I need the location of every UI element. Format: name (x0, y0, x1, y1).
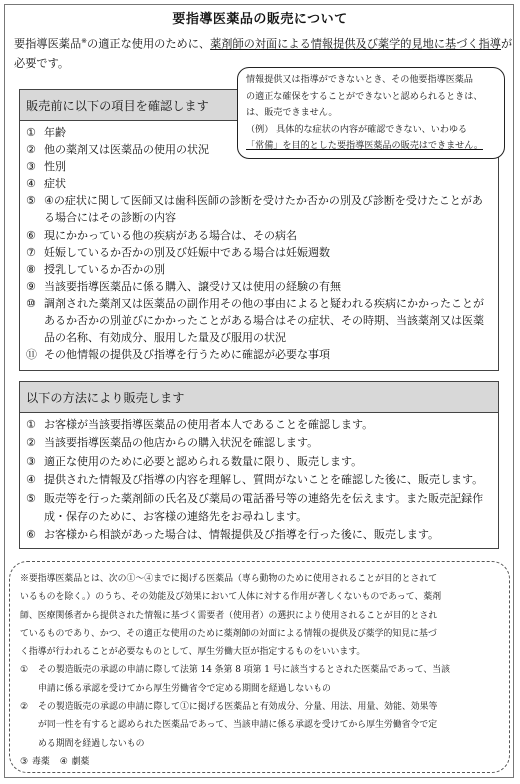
definition-text (20, 570, 499, 661)
method-item-number: ① (26, 418, 36, 431)
check-item-number: ⑦ (26, 245, 36, 259)
definition-item-text (38, 698, 499, 753)
page-title: 要指導医薬品の販売について (172, 12, 348, 27)
method-item (26, 453, 492, 471)
definition-item-number: ① (20, 665, 28, 676)
definition-tail-item: 毒薬 (31, 756, 50, 767)
check-item (26, 244, 492, 261)
definition-item (20, 661, 499, 698)
callout-line-5: 「常備」を目的とした要指導医薬品の販売はできません。 (246, 141, 483, 151)
check-item-text: ④の症状に関して医師又は歯科医師の診断を受けたか否かの別及び診断を受けたことがある場合にはその診断の内容 (44, 194, 483, 225)
definition-tail (20, 753, 499, 771)
check-item (26, 175, 492, 192)
definition-item-line: その製造販売の承認の申請に際して①に掲げる医薬品と有効成分、分量、用法、用量、効能、効果等 (38, 702, 438, 713)
definition-items (20, 661, 499, 752)
check-item-number: ② (26, 143, 36, 157)
method-item (26, 416, 492, 434)
sales-method-list (20, 413, 498, 545)
method-item-text: 提供された情報及び指導の内容を理解し、質問がないことを確認した後に、販売します。 (44, 473, 484, 487)
definition-tail-item: 劇薬 (71, 756, 90, 767)
callout-line-3: は、販売できません。 (246, 108, 338, 118)
callout-note (237, 67, 505, 159)
method-item (26, 471, 492, 489)
method-item-number: ⑤ (26, 491, 36, 505)
intro-mark: ※ (81, 37, 88, 45)
definition-item-line: める期間を経過しないもの (38, 738, 145, 749)
method-item-text: お客様から相談があった場合は、情報提供及び指導を行った後に、販売します。 (44, 528, 440, 542)
method-item-text: お客様が当該要指導医薬品の使用者本人であることを確認します。 (44, 418, 374, 431)
check-item (26, 261, 492, 278)
check-item (26, 158, 492, 175)
callout-line-1: 情報提供又は指導ができないとき、その他要指導医薬品 (246, 75, 473, 85)
method-item-number: ② (26, 436, 36, 450)
check-item-number: ⑧ (26, 262, 36, 276)
check-item (26, 192, 492, 226)
check-item-text: 性別 (44, 160, 66, 174)
check-item-text: 妊娠しているか否かの別及び妊娠中である場合は妊娠週数 (44, 245, 330, 259)
check-item-text: 授乳しているか否かの別 (44, 262, 165, 276)
method-item (26, 490, 492, 527)
definition-line: 師、医療関係者から提供された情報に基づく需要者（使用者）の選択により使用されることが目的とされ (20, 610, 438, 621)
definition-line: ※要指導医薬品とは、次の①～④までに掲げる医薬品（専ら動物のために使用されることが目的とされて (20, 574, 438, 584)
check-item-number: ⑥ (26, 228, 36, 242)
callout-line-2: の適正な確保をすることができないと認められるときは、 (246, 91, 483, 102)
method-item-number: ④ (26, 473, 36, 487)
definition-item-text (38, 661, 499, 698)
definition-note (9, 561, 510, 773)
check-item-number: ① (26, 126, 36, 139)
method-item-text: 販売等を行った薬剤師の氏名及び薬局の電話番号等の連絡先を伝えます。また販売記録作成・保存のために、お客様の連絡先をお尋ねします。 (44, 491, 484, 524)
check-item (26, 227, 492, 244)
check-item-text: 年齢 (44, 126, 66, 139)
check-item-number: ③ (26, 160, 36, 174)
check-item (26, 278, 492, 295)
check-item-text: その他情報の提供及び指導を行うために確認が必要な事項 (44, 348, 330, 362)
intro-text-2: の適正な使用のために、 (87, 37, 211, 51)
method-item-number: ③ (26, 454, 36, 468)
definition-line: いるものを除く。）のうち、その効能及び効果において人体に対する作用が著しくないものであって、薬剤 (20, 592, 442, 603)
intro-text-1: 要指導医薬品 (14, 37, 82, 51)
callout-line-4: （例） 具体的な症状の内容が確認できない、いわゆる (246, 124, 468, 135)
check-item-text: 現にかかっている他の疾病がある場合は、その病名 (44, 228, 297, 242)
definition-item-line: が同一性を有すると認められた医薬品であって、当該申請に係る承認を受けてから厚生労働省令で定 (38, 720, 438, 731)
intro-text-3: が必要です。 (14, 37, 513, 70)
check-item-text: 調剤された薬剤又は医薬品の副作用その他の事由によると疑われる疾病にかかったことがあるか否かの別並びにかかったことがある場合はその症状、その時期、当該薬剤又は医薬品の名称、有効成分、服用した量及び服用の状況 (44, 296, 484, 345)
definition-line: ているものであり、かつ、その適正な使用のために薬剤師の対面による情報の提供及び薬学的知見に基づ (20, 628, 437, 639)
pre-sale-check-heading: 販売前に以下の項目を確認します (20, 90, 498, 121)
check-item-number: ⑪ (26, 348, 37, 362)
method-item (26, 526, 492, 544)
method-item-number: ⑥ (26, 528, 36, 542)
definition-line: く指導が行われることが必要なものとして、厚生労働大臣が指定するものをいいます。 (20, 647, 366, 658)
definition-tail-number: ③ (20, 756, 28, 767)
definition-item-line: その製造販売の承認の申請に際して法第 14 条第 8 項第 1 号に該当するとされた医薬品であって、当該 (38, 665, 450, 676)
check-item-number: ⑨ (26, 279, 36, 293)
method-item (26, 434, 492, 452)
check-item-number: ⑤ (26, 194, 36, 208)
check-item-text: 当該要指導医薬品に係る購入、譲受け又は使用の経験の有無 (44, 279, 341, 293)
definition-item (20, 698, 499, 753)
definition-tail-number: ④ (59, 756, 68, 767)
sales-method-heading: 以下の方法により販売します (20, 382, 498, 413)
check-item (26, 346, 492, 363)
check-item-number: ⑩ (26, 296, 36, 310)
method-item-text: 当該要指導医薬品の他店からの購入状況を確認します。 (44, 436, 319, 450)
definition-item-line: 申請に係る承認を受けてから厚生労働省令で定める期間を経過しないもの (38, 683, 331, 694)
definition-item-number: ② (20, 702, 28, 713)
sales-method-box (19, 381, 499, 549)
check-item (26, 295, 492, 346)
check-item-text: 他の薬剤又は医薬品の使用の状況 (44, 143, 209, 157)
check-item-text: 症状 (44, 177, 66, 191)
check-item-number: ④ (26, 177, 36, 191)
method-item-text: 適正な使用のために必要と認められる数量に限り、販売します。 (44, 454, 363, 468)
intro-underlined: 薬剤師の対面による情報提供及び薬学的見地に基づく指導 (210, 37, 501, 51)
